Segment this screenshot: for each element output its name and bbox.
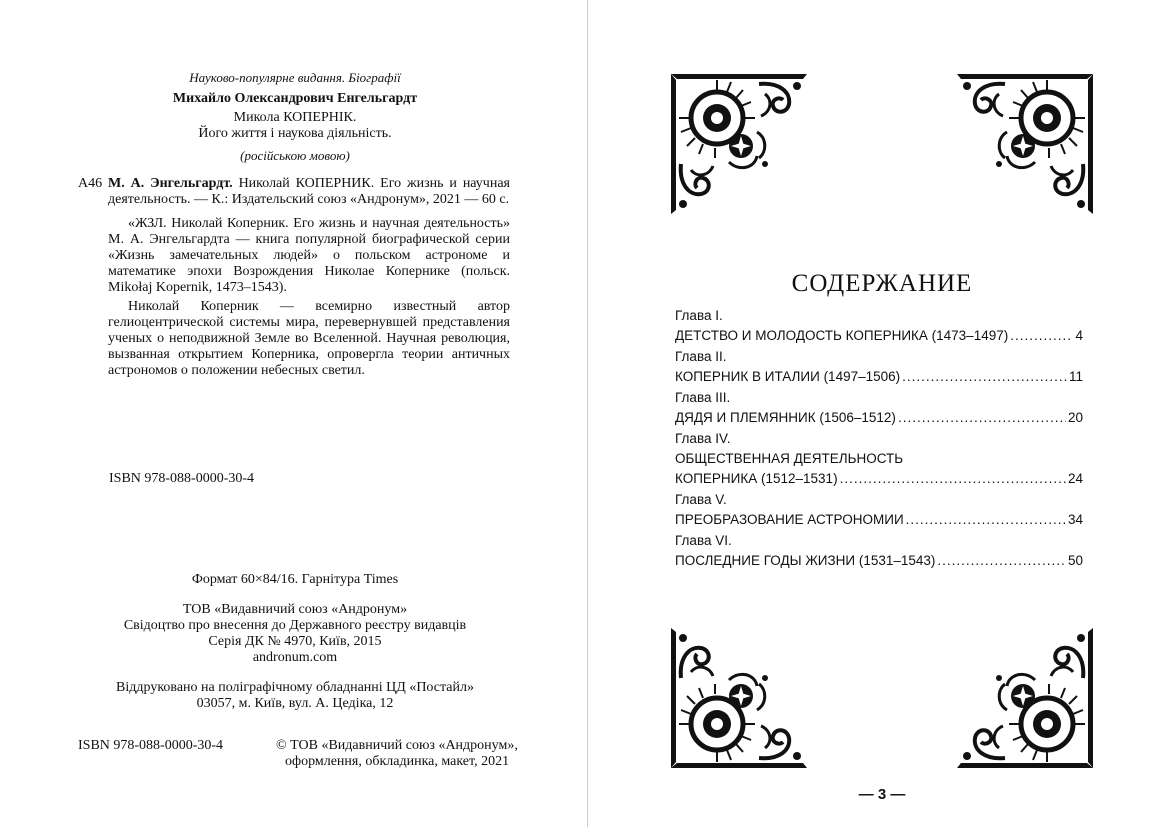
book-subtitle: Його життя і наукова діяльність. [198,126,392,141]
copyright-line-2: оформлення, обкладинка, макет, 2021 [285,754,510,769]
website-line: andronum.com [252,650,338,665]
corner-ornament-icon [669,626,809,770]
left-page [0,0,587,827]
publisher-block [80,572,510,712]
toc-page-number: 50 [1067,553,1083,568]
catalog-entry [108,176,510,208]
corner-ornament-icon [669,72,809,216]
toc-leader-dots [902,367,1067,387]
toc-chapter: Глава III. [675,390,731,405]
toc-page-number: 34 [1067,512,1083,527]
toc-title-text: КОПЕРНИК В ИТАЛИИ (1497–1506) [675,369,901,384]
toc-page-number: 11 [1068,369,1083,384]
toc-item[interactable] [675,306,1083,346]
page-number: — 3 — [858,786,906,803]
toc-title-text: ДЕТСТВО И МОЛОДОСТЬ КОПЕРНИКА (1473–1497) [675,328,1009,343]
table-of-contents [675,306,1083,572]
toc-chapter: Глава IV. [675,431,731,446]
copyright-line-1: © ТОВ «Видавничий союз «Андронум», [276,738,518,753]
language-note: (російською мовою) [240,148,350,163]
toc-item[interactable] [675,347,1083,387]
corner-ornament-icon [955,72,1095,216]
certificate-line: Свідоцтво про внесення до Державного реєстру видавців [123,618,467,633]
address-line: 03057, м. Київ, вул. А. Цедіка, 12 [196,696,394,711]
toc-chapter: Глава I. [675,308,723,323]
series-line: Серія ДК № 4970, Київ, 2015 [208,634,382,649]
catalog-code: А46 [78,176,103,191]
toc-title-text: КОПЕРНИКА (1512–1531) [675,471,838,486]
book-title: Микола КОПЕРНІК. [233,110,357,125]
toc-item[interactable] [675,531,1083,571]
isbn-top: ISBN 978-088-0000-30-4 [109,471,255,486]
publisher-name: ТОВ «Видавничий союз «Андронум» [182,602,408,617]
copyright-block [276,738,518,770]
toc-leader-dots [898,408,1066,428]
catalog-author: М. А. Энгельгардт. [108,176,233,191]
toc-item[interactable] [675,429,1083,489]
toc-chapter: Глава V. [675,492,727,507]
catalog-description: Николай КОПЕРНИК. Его жизнь и научная деятельность. — К.: Издательский союз «Андронум», 2021 — 60 с. [108,176,510,207]
imprint-header [80,70,510,164]
toc-item[interactable] [675,490,1083,530]
toc-page-number: 4 [1075,328,1083,343]
isbn-bottom: ISBN 978-088-0000-30-4 [78,738,224,753]
toc-title-text: ОБЩЕСТВЕННАЯ ДЕЯТЕЛЬНОСТЬ [675,451,904,466]
toc-leader-dots [906,510,1066,530]
toc-title-text: ПОСЛЕДНИЕ ГОДЫ ЖИЗНИ (1531–1543) [675,553,936,568]
toc-leader-dots [1010,326,1073,346]
annotation-paragraph-1: «ЖЗЛ. Николай Коперник. Его жизнь и научная деятельность» М. А. Энгельгардта — книга популярной биографической серии «Жизнь замечательных людей» о польском астрономе и математике эпохи Возрождения Николае Копернике (польск. Mikołaj Kopernik, 1473–1543). [108,216,510,295]
format-line: Формат 60×84/16. Гарнітура Times [191,572,399,587]
book-spine-divider [587,0,588,827]
toc-leader-dots [937,551,1066,571]
toc-page-number: 20 [1067,410,1083,425]
toc-title-text: ПРЕОБРАЗОВАНИЕ АСТРОНОМИИ [675,512,904,527]
toc-leader-dots [840,469,1066,489]
author-name: Михайло Олександрович Енгельгардт [172,91,418,106]
toc-title: СОДЕРЖАНИЕ [791,270,973,297]
annotation-paragraph-2: Николай Коперник — всемирно известный автор гелиоцентрической системы мира, перевернувшей представления ученых о неподвижной Земле во Вселенной. Научная революция, вызванная открытием Коперника, опровергла теории античных астрономов о положении небесных светил. [108,299,510,378]
toc-chapter: Глава II. [675,349,727,364]
toc-chapter: Глава VI. [675,533,732,548]
corner-ornament-icon [955,626,1095,770]
toc-page-number: 24 [1067,471,1083,486]
genre-line: Науково-популярне видання. Біографії [189,70,401,85]
printed-on-line: Віддруковано на поліграфічному обладнанні ЦД «Постайл» [116,680,474,695]
toc-title-text: ДЯДЯ И ПЛЕМЯННИК (1506–1512) [675,410,896,425]
toc-item[interactable] [675,388,1083,428]
catalog-record [78,176,510,379]
right-page [589,0,1175,827]
